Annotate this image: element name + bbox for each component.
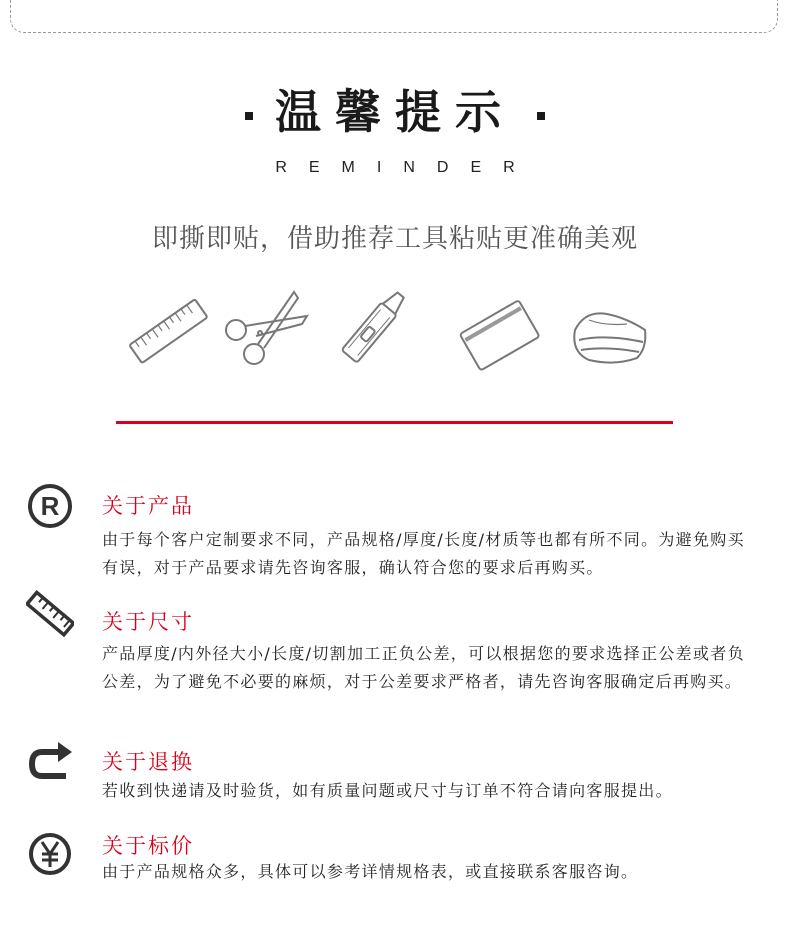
tools-row (110, 280, 670, 380)
utility-knife-icon (328, 286, 418, 371)
title-text: 温馨提示 (275, 85, 515, 139)
top-dashed-box (10, 0, 778, 33)
section-body: 由于每个客户定制要求不同，产品规格/厚度/长度/材质等也都有所不同。为避免购买有误，对于产品要求请先咨询客服，确认符合您的要求后再购买。 (102, 530, 745, 577)
yen-coin-icon (26, 830, 74, 878)
section-body: 产品厚度/内外径大小/长度/切割加工正负公差，可以根据您的要求选择正公差或者负公差，为了避免不必要的麻烦，对于公差要求严格者，请先咨询客服确定后再购买。 (102, 644, 745, 691)
section-body: 若收到快递请及时验货，如有质量问题或尺寸与订单不符合请向客服提出。 (102, 781, 673, 800)
return-arrow-icon (26, 740, 74, 788)
cloth-icon (565, 300, 655, 375)
section-title: 关于标价 (102, 834, 194, 858)
page-subtitle: REMINDER (275, 159, 537, 176)
svg-text:R: R (40, 491, 60, 521)
title-dot-right (537, 112, 545, 120)
ruler-icon (124, 292, 214, 372)
page-title (0, 82, 790, 142)
divider-line (116, 421, 673, 424)
title-dot-left (245, 112, 253, 120)
scissors-icon (222, 288, 317, 373)
section-title: 关于产品 (102, 494, 194, 518)
section-body: 由于产品规格众多，具体可以参考详情规格表，或直接联系客服咨询。 (102, 862, 639, 881)
tagline: 即撕即贴，借助推荐工具粘贴更准确美观 (151, 224, 638, 254)
ruler-icon (26, 590, 74, 638)
section-title: 关于退换 (102, 750, 194, 774)
registered-trademark-icon (26, 482, 74, 530)
section-title: 关于尺寸 (102, 610, 194, 634)
card-scraper-icon (455, 294, 545, 374)
